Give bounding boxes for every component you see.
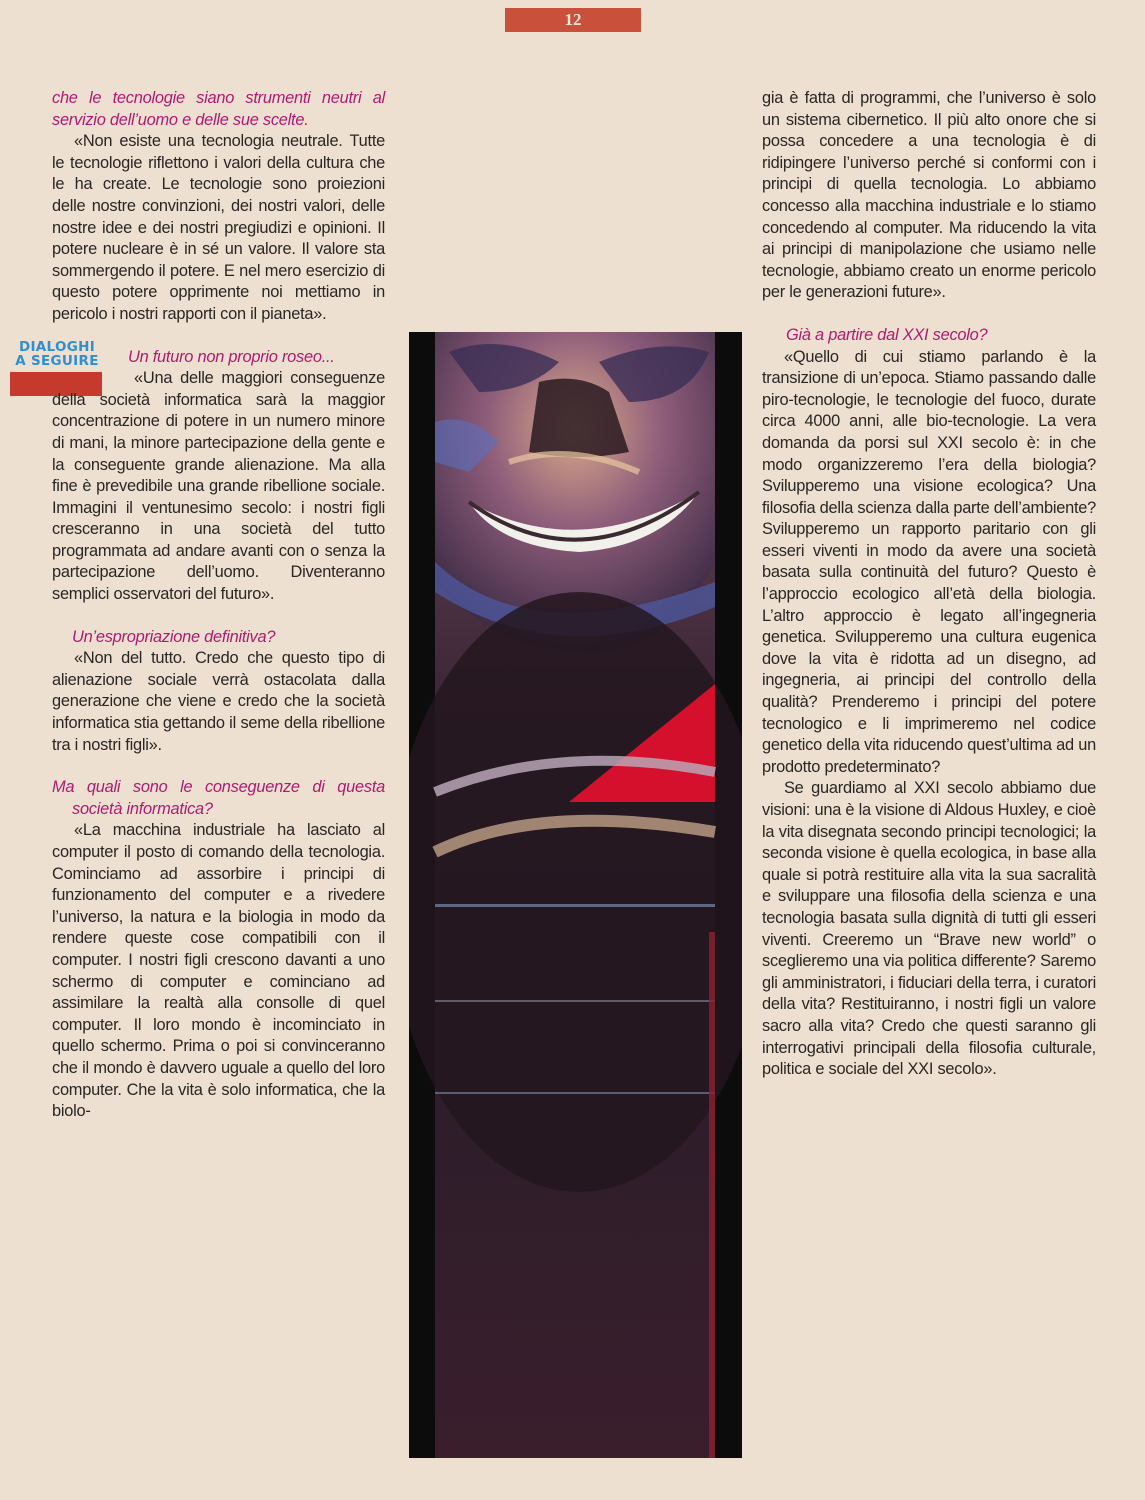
illustration-filmstrip [409, 332, 742, 1458]
interview-answer-continued: gia è fatta di programmi, che l’universo è solo un sistema cibernetico. Il più alto onore che si possa concedere a una tecnologia è di ridipingere l’universo perché si conformi con i principi di quella tecnologia. Lo abbiamo concesso alla macchina industriale e lo stiamo concedendo al computer. Ma riducendo la vita ai principi di manipolazione che usiamo nelle tecnologie, abbiamo creato un enorme pericolo per le generazioni future». [762, 89, 1096, 302]
left-text-column [52, 88, 385, 1123]
page-number: 12 [505, 8, 641, 32]
interview-answer: «La macchina industriale ha lasciato al computer il posto di comando della tecnologia. Cominciamo ad assorbire i principi di funzionamento del computer e a rivedere l’universo, la natura e la biologia in modo da rendere queste cose compatibili con il computer. I nostri figli crescono davanti a uno schermo di computer e cominciano ad assimilare la realtà alla consolle di quel computer. Il loro mondo è incominciato in quello schermo. Prima o poi si convinceranno che il mondo è davvero uguale a quello del loro computer. Che la vita è solo informatica, che la biolo- [52, 821, 385, 1121]
section-label-line2: A SEGUIRE [15, 353, 99, 369]
face-illustration [409, 332, 742, 1458]
right-text-column [762, 88, 1096, 1081]
interview-question: Un futuro non proprio roseo... [128, 347, 335, 366]
interview-answer: «Non esiste una tecnologia neutrale. Tutte le tecnologie riflettono i valori della cultura che le ha create. Le tecnologie sono proiezioni delle nostre convinzioni, dei nostri valori, delle nostre idee e dei nostri pregiudizi e opinioni. Il potere nucleare è in sé un valore. Il valore sta sommergendo il potere. E nel mero esercizio di questo potere opprimente noi mettiamo in pericolo i nostri rapporti con il pianeta». [52, 132, 385, 323]
interview-answer: «Quello di cui stiamo parlando è la transizione di un’epoca. Stiamo passando dalle piro-tecnologie, le tecnologie del fuoco, durate circa 4000 anni, alle bio-tecnologie. La vera domanda da porsi sul XXI secolo è: in che modo organizzeremo l’era della biologia? Svilupperemo una visione ecologica? Una filosofia della scienza dalla parte dell’ambiente? Svilupperemo un rapporto paritario con gli esseri viventi in modo da avere una società basata sulla continuità del futuro? Questo è l’approccio ecologico all’età della biologia. L’altro approccio è legato all’ingegneria genetica. Svilupperemo una cultura eugenica dove la vita è ridotta ad un disegno, ad ingegneria, ai principi del controllo della qualità? Prenderemo i principi del potere tecnologico e li imprimeremo nel codice genetico della vita riducendo quest’ultima ad un prodotto predeterminato? [762, 347, 1096, 776]
interview-answer: «Non del tutto. Credo che questo tipo di alienazione sociale verrà ostacolata dalla generazione che viene e credo che la società informatica stia gettando il seme della ribellione tra i nostri figli». [52, 649, 385, 754]
interview-answer: «Una delle maggiori conseguenze della società informatica sarà la maggior concentrazione di potere in un numero minore di mani, la minore partecipazione della gente e la conseguente grande alienazione. Ma alla fine è prevedibile una grande ribellione sociale. Immagini il ventunesimo secolo: i nostri figli cresceranno in una società del tutto programmata ad andare avanti con o senza la partecipazione dell’uomo. Diventeranno semplici osservatori del futuro». [52, 369, 385, 604]
interview-question: Ma quali sono le conseguenze di questa società informatica? [52, 778, 385, 818]
interview-question: che le tecnologie siano strumenti neutri al servizio dell’uomo e delle sue scelte. [52, 89, 385, 129]
interview-answer: Se guardiamo al XXI secolo abbiamo due visioni: una è la visione di Aldous Huxley, e cioè la vita disegnata secondo principi tecnologici; la seconda visione è quella ecologica, in base alla quale si potrà restituire alla vita la sua sacralità e sviluppare una filosofia della scienza e una tecnologia basata sulla dignità di tutti gli esseri viventi. Creeremo un “Brave new world” o sceglieremo una via politica differente? Saremo gli amministratori, i fiduciari della terra, i curatori della vita? Restituiranno, i nostri figli un valore sacro alla vita? Credo che questi saranno gli interrogativi principali della filosofia culturale, politica e sociale del XXI secolo». [762, 779, 1096, 1079]
interview-question: Un’espropriazione definitiva? [72, 627, 276, 646]
interview-question: Già a partire dal XXI secolo? [786, 325, 988, 344]
section-label-line1: DIALOGHI [18, 339, 96, 355]
